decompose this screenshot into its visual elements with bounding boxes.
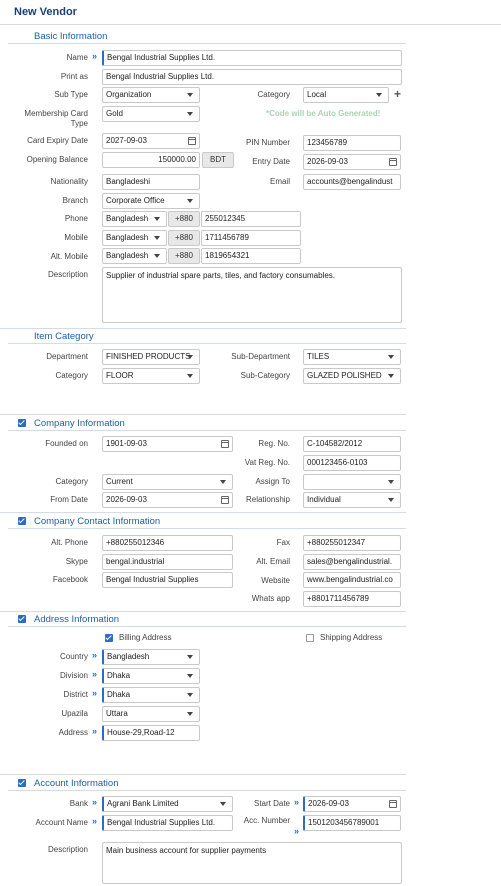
category-select[interactable]: Local bbox=[303, 87, 389, 103]
section-divider bbox=[8, 626, 406, 627]
altmobile-input[interactable]: 1819654321 bbox=[201, 248, 301, 264]
section-divider bbox=[0, 414, 406, 415]
assign-label: Assign To bbox=[255, 477, 290, 486]
chevron-right-icon: » bbox=[92, 797, 98, 807]
calendar-icon[interactable] bbox=[188, 137, 196, 145]
cardexpiry-label: Card Expiry Date bbox=[27, 136, 88, 145]
whatsapp-input[interactable]: +8801711456789 bbox=[303, 591, 401, 607]
startdate-label: Start Date bbox=[253, 799, 290, 808]
subtype-select[interactable]: Organization bbox=[102, 87, 200, 103]
billing-address-label: Billing Address bbox=[119, 633, 172, 642]
upazila-label: Upazila bbox=[61, 709, 88, 718]
phone-code-addon: +880 bbox=[168, 211, 200, 227]
phone-label: Phone bbox=[64, 214, 88, 223]
pin-label: PIN Number bbox=[245, 138, 290, 147]
section-divider bbox=[8, 430, 406, 431]
nationality-input[interactable]: Bangladeshi bbox=[102, 174, 200, 190]
altmobile-code-addon: +880 bbox=[168, 248, 200, 264]
opening-input[interactable]: 150000.00 bbox=[102, 152, 200, 168]
department-select[interactable]: FINISHED PRODUCTS bbox=[102, 349, 200, 365]
section-address-heading: Address Information bbox=[34, 614, 120, 625]
altmobile-country-select[interactable]: Bangladesh bbox=[102, 248, 167, 264]
name-input[interactable]: Bengal Industrial Supplies Ltd. bbox=[102, 50, 402, 66]
fax-input[interactable]: +880255012347 bbox=[303, 535, 401, 551]
chevron-right-icon: » bbox=[92, 816, 98, 826]
accname-label: Account Name bbox=[35, 818, 88, 827]
website-label: Website bbox=[261, 576, 290, 585]
opening-label: Opening Balance bbox=[26, 155, 88, 164]
subtype-label: Sub Type bbox=[54, 90, 88, 99]
facebook-label: Facebook bbox=[52, 575, 88, 584]
assign-select[interactable] bbox=[303, 474, 401, 490]
fromdate-label: From Date bbox=[50, 495, 88, 504]
title-divider bbox=[0, 24, 501, 25]
accname-input[interactable]: Bengal Industrial Supplies Ltd. bbox=[102, 815, 233, 831]
currency-addon: BDT bbox=[202, 152, 234, 168]
cardexpiry-input[interactable]: 2027-09-03 bbox=[102, 133, 200, 149]
mobile-input[interactable]: 1711456789 bbox=[201, 230, 301, 246]
item-category-label: Category bbox=[55, 371, 88, 380]
add-category-icon[interactable]: + bbox=[394, 87, 402, 101]
entrydate-input[interactable]: 2026-09-03 bbox=[303, 154, 401, 170]
mobile-label: Mobile bbox=[64, 233, 88, 242]
district-select[interactable]: Dhaka bbox=[102, 687, 200, 703]
accno-label: Acc. Number bbox=[243, 816, 290, 825]
chevron-right-icon: » bbox=[92, 669, 98, 679]
calendar-icon[interactable] bbox=[389, 800, 397, 808]
description-label: Description bbox=[47, 270, 88, 279]
skype-label: Skype bbox=[65, 557, 88, 566]
accno-input[interactable]: 1501203456789001 bbox=[303, 815, 401, 831]
fax-label: Fax bbox=[276, 538, 290, 547]
page-title: New Vendor bbox=[14, 6, 77, 18]
company-category-label: Category bbox=[55, 477, 88, 486]
section-divider bbox=[8, 790, 406, 791]
section-divider bbox=[0, 512, 406, 513]
email-label: Email bbox=[269, 177, 290, 186]
vatreg-input[interactable]: 000123456-0103 bbox=[303, 455, 401, 471]
relationship-select[interactable]: Individual bbox=[303, 492, 401, 508]
phone-country-select[interactable]: Bangladesh bbox=[102, 211, 167, 227]
membership-select[interactable]: Gold bbox=[102, 106, 200, 122]
skype-input[interactable]: bengal.industrial bbox=[102, 554, 233, 570]
autogen-note: *Code will be Auto Generated! bbox=[266, 109, 381, 118]
bank-select[interactable]: Agrani Bank Limited bbox=[102, 796, 233, 812]
shipping-address-checkbox[interactable] bbox=[306, 634, 314, 642]
section-divider bbox=[8, 343, 406, 344]
address-input[interactable]: House-29,Road-12 bbox=[102, 725, 200, 741]
calendar-icon[interactable] bbox=[221, 440, 229, 448]
division-label: Division bbox=[59, 671, 88, 680]
altphone-label: Alt. Phone bbox=[51, 538, 88, 547]
facebook-input[interactable]: Bengal Industrial Supplies bbox=[102, 572, 233, 588]
printas-input[interactable]: Bengal Industrial Supplies Ltd. bbox=[102, 69, 402, 85]
section-item-heading: Item Category bbox=[34, 331, 94, 342]
membership-label: Membership Card Type bbox=[24, 109, 88, 128]
altemail-label: Alt. Email bbox=[256, 557, 290, 566]
account-description-label: Description bbox=[47, 845, 88, 854]
section-divider bbox=[0, 611, 406, 612]
upazila-select[interactable]: Uttara bbox=[102, 706, 200, 722]
division-select[interactable]: Dhaka bbox=[102, 668, 200, 684]
country-select[interactable]: Bangladesh bbox=[102, 649, 200, 665]
section-basic-heading: Basic Information bbox=[34, 31, 108, 42]
altmobile-label: Alt. Mobile bbox=[50, 252, 88, 261]
bank-label: Bank bbox=[69, 799, 88, 808]
founded-input[interactable]: 1901-09-03 bbox=[102, 436, 233, 452]
section-divider bbox=[8, 528, 406, 529]
section-account-heading: Account Information bbox=[34, 778, 119, 789]
mobile-country-select[interactable]: Bangladesh bbox=[102, 230, 167, 246]
website-input[interactable]: www.bengalindustrial.co bbox=[303, 572, 401, 588]
subcat-label: Sub-Category bbox=[240, 371, 290, 380]
subdept-select[interactable]: TILES bbox=[303, 349, 401, 365]
account-description-textarea[interactable]: Main business account for supplier payments bbox=[102, 842, 402, 884]
section-contact-heading: Company Contact Information bbox=[34, 516, 161, 527]
fromdate-input[interactable]: 2026-09-03 bbox=[102, 492, 233, 508]
subcat-select[interactable]: GLAZED POLISHED bbox=[303, 368, 401, 384]
regno-label: Reg. No. bbox=[258, 439, 290, 448]
chevron-right-icon: » bbox=[294, 826, 300, 836]
altphone-input[interactable]: +880255012346 bbox=[102, 535, 233, 551]
altemail-input[interactable]: sales@bengalindustrial. bbox=[303, 554, 401, 570]
district-label: District bbox=[63, 690, 88, 699]
billing-address-checkbox[interactable] bbox=[105, 634, 113, 642]
branch-label: Branch bbox=[62, 196, 88, 205]
regno-input[interactable]: C-104582/2012 bbox=[303, 436, 401, 452]
whatsapp-label: Whats app bbox=[251, 594, 290, 603]
chevron-right-icon: » bbox=[92, 51, 98, 61]
address-info-checkbox[interactable] bbox=[18, 615, 26, 623]
branch-select[interactable]: Corporate Office bbox=[102, 193, 200, 209]
startdate-input[interactable]: 2026-09-03 bbox=[303, 796, 401, 812]
description-textarea[interactable]: Supplier of industrial spare parts, tiles, and factory consumables. bbox=[102, 267, 402, 323]
entrydate-label: Entry Date bbox=[252, 157, 290, 166]
subdept-label: Sub-Department bbox=[231, 352, 290, 361]
category-label: Category bbox=[257, 90, 290, 99]
section-company-heading: Company Information bbox=[34, 418, 125, 429]
section-divider bbox=[8, 43, 406, 44]
item-category-select[interactable]: FLOOR bbox=[102, 368, 200, 384]
account-info-checkbox[interactable] bbox=[18, 779, 26, 787]
calendar-icon[interactable] bbox=[389, 158, 397, 166]
company-info-checkbox[interactable] bbox=[18, 419, 26, 427]
contact-info-checkbox[interactable] bbox=[18, 517, 26, 525]
founded-label: Founded on bbox=[45, 439, 88, 448]
company-category-select[interactable]: Current bbox=[102, 474, 233, 490]
printas-label: Print as bbox=[60, 72, 88, 81]
name-label: Name bbox=[66, 53, 88, 62]
chevron-right-icon: » bbox=[92, 650, 98, 660]
section-divider bbox=[0, 774, 406, 775]
pin-input[interactable]: 123456789 bbox=[303, 135, 401, 151]
nationality-label: Nationality bbox=[50, 177, 88, 186]
shipping-address-label: Shipping Address bbox=[320, 633, 383, 642]
chevron-right-icon: » bbox=[294, 797, 300, 807]
mobile-code-addon: +880 bbox=[168, 230, 200, 246]
relationship-label: Relationship bbox=[245, 495, 290, 504]
chevron-right-icon: » bbox=[92, 726, 98, 736]
phone-input[interactable]: 255012345 bbox=[201, 211, 301, 227]
department-label: Department bbox=[46, 352, 88, 361]
chevron-right-icon: » bbox=[92, 688, 98, 698]
country-label: Country bbox=[59, 652, 88, 661]
email-input[interactable]: accounts@bengalindust bbox=[303, 174, 401, 190]
vatreg-label: Vat Reg. No. bbox=[244, 458, 290, 467]
section-divider bbox=[0, 328, 406, 329]
address-label: Address bbox=[58, 728, 88, 737]
